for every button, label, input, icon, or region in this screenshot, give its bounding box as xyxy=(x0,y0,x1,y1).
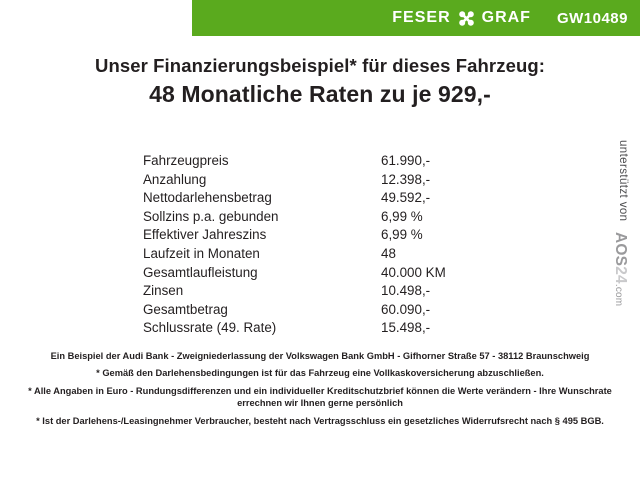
footnote-line: * Ist der Darlehens-/Leasingnehmer Verbraucher, besteht nach Vertragsschluss ein gesetzliches Widerrufsrecht nach § 495 BGB. xyxy=(36,415,604,426)
table-row xyxy=(143,152,503,171)
footnote-line: Ein Beispiel der Audi Bank - Zweigniederlassung der Volkswagen Bank GmbH - Gifhorner Straße 57 - 38112 Braunschweig xyxy=(50,351,590,361)
row-value: 60.090,- xyxy=(381,301,431,317)
row-label: Anzahlung xyxy=(143,171,207,187)
row-label: Effektiver Jahreszins xyxy=(143,227,267,243)
brand-name-right: GRAF xyxy=(481,9,531,26)
row-label: Nettodarlehensbetrag xyxy=(143,190,272,206)
financing-table xyxy=(143,152,503,338)
table-row xyxy=(143,264,503,283)
table-row xyxy=(143,226,503,245)
header-bar xyxy=(192,0,640,36)
footnote-line: * Gemäß den Darlehensbedingungen ist für das Fahrzeug eine Vollkaskoversicherung abzuschließen. xyxy=(96,368,544,379)
table-row xyxy=(143,245,503,264)
row-value: 10.498,- xyxy=(381,283,431,299)
brand-logo xyxy=(392,9,531,27)
row-value: 15.498,- xyxy=(381,320,431,336)
row-label: Sollzins p.a. gebunden xyxy=(143,208,279,224)
table-row xyxy=(143,208,503,227)
table-row xyxy=(143,282,503,301)
row-label: Gesamtlaufleistung xyxy=(143,264,258,280)
table-row xyxy=(143,171,503,190)
footnote-line: * Alle Angaben in Euro - Rundungsdifferenzen und ein individueller Kreditschutzbrief können die Werte verändern - Ihre Wunschrate errechnen wir Ihnen gerne persönlich xyxy=(28,385,612,409)
row-label: Laufzeit in Monaten xyxy=(143,245,260,261)
row-value: 12.398,- xyxy=(381,171,431,187)
brand-name-left: FESER xyxy=(392,9,451,26)
row-value: 6,99 % xyxy=(381,208,423,224)
aos24-logo xyxy=(611,232,629,306)
aos24-logo-main: AOS xyxy=(612,232,629,267)
table-row xyxy=(143,189,503,208)
aos24-logo-suffix: .com xyxy=(613,283,624,307)
row-label: Schlussrate (49. Rate) xyxy=(143,320,277,336)
aos24-logo-dim: 24 xyxy=(612,266,629,284)
footnotes xyxy=(20,350,620,427)
row-label: Zinsen xyxy=(143,283,184,299)
table-row xyxy=(143,301,503,320)
row-label: Gesamtbetrag xyxy=(143,301,228,317)
title-line-1: Unser Finanzierungsbeispiel* für dieses Fahrzeug: xyxy=(94,55,546,76)
supported-by-label: unterstützt von xyxy=(617,140,629,222)
vehicle-code: GW10489 xyxy=(556,9,628,27)
row-value: 49.592,- xyxy=(381,190,431,206)
clover-x-icon xyxy=(458,10,475,27)
row-value: 61.990,- xyxy=(381,153,431,168)
page-title xyxy=(0,55,640,108)
table-row xyxy=(143,319,503,338)
sidebar-credit xyxy=(614,140,636,360)
row-label: Fahrzeugpreis xyxy=(143,153,229,168)
row-value: 6,99 % xyxy=(381,227,423,243)
row-value: 48 xyxy=(381,245,396,261)
row-value: 40.000 KM xyxy=(381,264,446,280)
title-line-2: 48 Monatliche Raten zu je 929,- xyxy=(149,81,491,107)
